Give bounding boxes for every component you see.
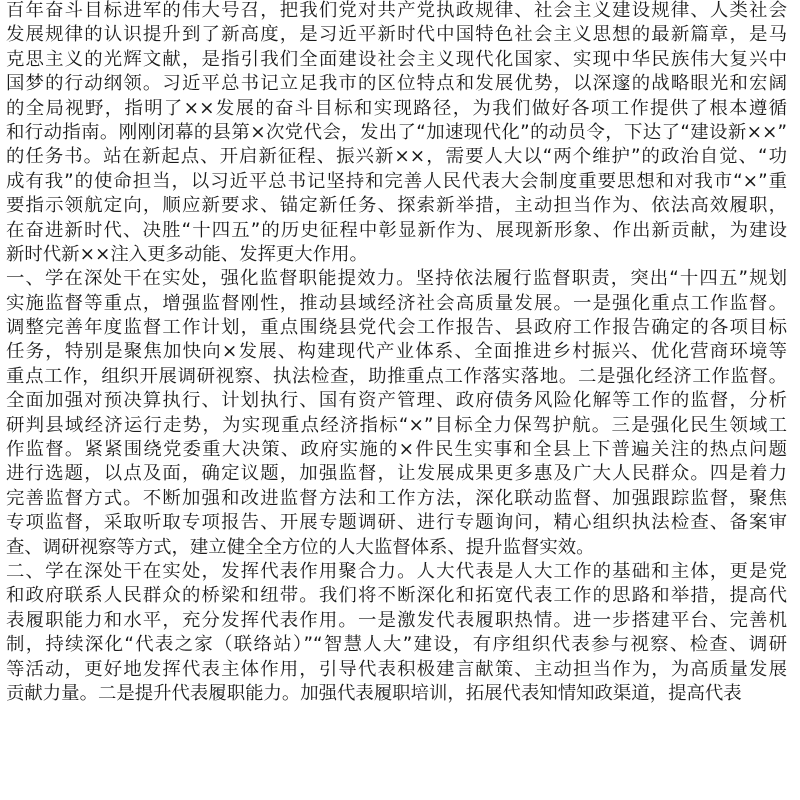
text-line: 等活动，更好地发挥代表主体作用，引导代表积极建言献策、主动担当作为，为高质量发展	[6, 658, 787, 680]
text-line: 全面加强对预决算执行、计划执行、国有资产管理、政府债务风险化解等工作的监督，分析	[6, 390, 787, 412]
text-line: 任务，特别是聚焦加快向×发展、构建现代产业体系、全面推进乡村振兴、优化营商环境等	[6, 341, 787, 363]
text-line: 和行动指南。刚刚闭幕的县第×次党代会，发出了“加速现代化”的动员令，下达了“建设新××”	[6, 121, 787, 143]
text-line: 调整完善年度监督工作计划，重点围绕县党代会工作报告、县政府工作报告确定的各项目标	[6, 317, 787, 339]
text-line: 贡献力量。二是提升代表履职能力。加强代表履职培训，拓展代表知情知政渠道，提高代表	[6, 682, 742, 704]
text-line: 完善监督方式。不断加强和改进监督方法和工作方法，深化联动监督、加强跟踪监督，聚焦	[6, 487, 787, 509]
text-line: 发展规律的认识提升到了新高度，是习近平新时代中国特色社会主义思想的最新篇章，是马	[6, 24, 787, 46]
text-line: 制，持续深化“代表之家（联络站）”“智慧人大”建设，有序组织代表参与视察、检查、调研	[6, 634, 787, 656]
text-line: 要指示领航定向，顺应新要求、锚定新任务、探索新举措，主动担当作为、依法高效履职，	[6, 195, 787, 217]
text-line: 重点工作，组织开展调研视察、执法检查，助推重点工作落实落地。二是强化经济工作监督。	[6, 365, 787, 387]
text-line: 查、调研视察等方式，建立健全全方位的人大监督体系、提升监督实效。	[6, 536, 595, 558]
text-line: 的全局视野，指明了××发展的奋斗目标和实现路径，为我们做好各项工作提供了根本遵循	[6, 97, 787, 119]
text-line: 二、学在深处干在实处，发挥代表作用聚合力。人大代表是人大工作的基础和主体，更是党	[6, 560, 787, 582]
text-line: 研判县域经济运行走势，为实现重点经济指标“×”目标全力保驾护航。三是强化民生领域工	[6, 414, 787, 436]
text-line: 成有我”的使命担当，以习近平总书记坚持和完善人民代表大会制度重要思想和对我市“×”重	[6, 170, 787, 192]
text-line: 表履职能力和水平，充分发挥代表作用。一是激发代表履职热情。进一步搭建平台、完善机	[6, 609, 787, 631]
text-line: 新时代新××注入更多动能、发挥更大作用。	[6, 243, 368, 265]
text-line: 专项监督，采取听取专项报告、开展专题调研、进行专题询问，精心组织执法检查、备案审	[6, 512, 787, 534]
text-line: 一、学在深处干在实处，强化监督职能提效力。坚持依法履行监督职责，突出“十四五”规划	[6, 268, 787, 290]
text-line: 在奋进新时代、决胜“十四五”的历史征程中彰显新作为、展现新形象、作出新贡献，为建设	[6, 219, 787, 241]
text-line: 进行选题，以点及面，确定议题，加强监督，让发展成果更多惠及广大人民群众。四是着力	[6, 463, 787, 485]
text-line: 和政府联系人民群众的桥梁和纽带。我们将不断深化和拓宽代表工作的思路和举措，提高代	[6, 585, 787, 607]
text-line: 作监督。紧紧围绕党委重大决策、政府实施的×件民生实事和全县上下普遍关注的热点问题	[6, 439, 787, 461]
text-line: 国梦的行动纲领。习近平总书记立足我市的区位特点和发展优势，以深邃的战略眼光和宏阔	[6, 73, 787, 95]
text-line: 百年奋斗目标进军的伟大号召，把我们党对共产党执政规律、社会主义建设规律、人类社会	[6, 0, 787, 21]
text-line: 的任务书。站在新起点、开启新征程、振兴新××，需要人大以“两个维护”的政治自觉、“功	[6, 146, 787, 168]
text-line: 克思主义的光辉文献，是指引我们全面建设社会主义现代化国家、实现中华民族伟大复兴中	[6, 48, 787, 70]
text-line: 实施监督等重点，增强监督刚性，推动县域经济社会高质量发展。一是强化重点工作监督。	[6, 292, 787, 314]
